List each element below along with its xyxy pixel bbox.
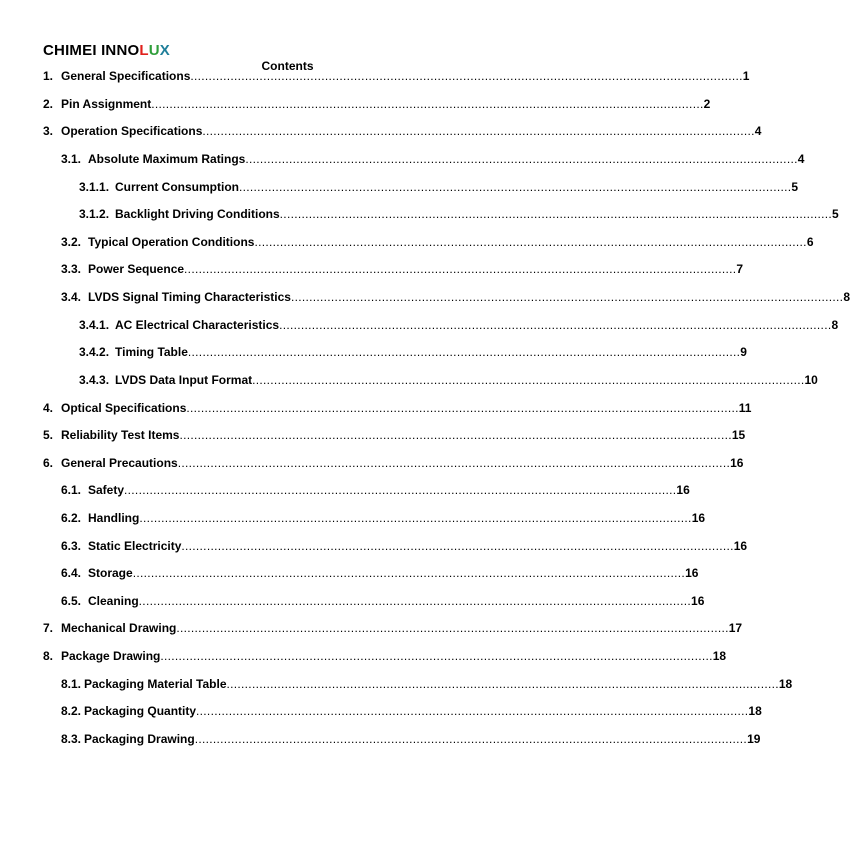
toc-leader-dots: ........................................................................................................................................................: [196, 704, 749, 718]
toc-entry-number: 3.: [43, 124, 54, 138]
toc-entry-page: 16: [676, 483, 690, 497]
toc-entry[interactable]: [43, 426, 746, 442]
toc-entry-label: Packaging Quantity: [84, 704, 197, 718]
toc-entry-page: 16: [691, 511, 706, 525]
toc-entry-number: 3.4.3.: [79, 373, 110, 387]
toc-leader-dots: ........................................................................................................................................................: [186, 401, 739, 415]
toc-entry-page: 16: [733, 539, 748, 553]
toc-entry-label: Storage: [88, 566, 133, 580]
toc-entry-number: 3.4.: [61, 290, 82, 304]
toc-entry-label: AC Electrical Characteristics: [115, 318, 280, 332]
toc-entry[interactable]: [61, 509, 706, 525]
toc-entry-label: Operation Specifications: [61, 124, 203, 138]
toc-entry[interactable]: [61, 233, 814, 249]
toc-leader-dots: ........................................................................................................................................................: [226, 677, 779, 691]
toc-entry-page: 17: [728, 621, 743, 635]
logo-letter-l: L: [139, 42, 149, 59]
toc-entry-number: 6.2.: [61, 511, 82, 525]
toc-entry[interactable]: [61, 675, 793, 691]
toc-entry-page: 4: [754, 124, 762, 138]
toc-entry-number: 3.1.1.: [79, 180, 110, 194]
toc-leader-dots: ........................................................................................................................................................: [139, 511, 692, 525]
toc-entry[interactable]: [61, 592, 705, 608]
toc-entry[interactable]: [61, 537, 748, 553]
toc-entry-label: Absolute Maximum Ratings: [88, 152, 246, 166]
toc-entry-label: Safety: [88, 483, 125, 497]
toc-entry-number: 8.1.: [61, 677, 82, 691]
toc-entry-label: Backlight Driving Conditions: [115, 207, 280, 221]
toc-leader-dots: ........................................................................................................................................................: [179, 428, 732, 442]
toc-entry-page: 18: [712, 649, 727, 663]
toc-entry-number: 4.: [43, 401, 54, 415]
toc-entry-label: Typical Operation Conditions: [88, 235, 255, 249]
toc-entry-number: 3.3.: [61, 262, 82, 276]
toc-entry[interactable]: [79, 343, 747, 359]
toc-entry-page: 4: [797, 152, 805, 166]
toc-entry[interactable]: [43, 647, 727, 663]
toc-entry-number: 1.: [43, 69, 54, 83]
toc-entry-label: Timing Table: [115, 345, 188, 359]
toc-entry-page: 9: [740, 345, 747, 359]
toc-entry-page: 16: [691, 594, 705, 608]
toc-leader-dots: ........................................................................................................................................................: [160, 649, 713, 663]
toc-entry-page: 2: [703, 97, 711, 111]
toc-entry-number: 3.4.1.: [79, 318, 110, 332]
toc-entry-number: 6.4.: [61, 566, 82, 580]
toc-entry-number: 6.: [43, 456, 54, 470]
toc-entry-label: LVDS Data Input Format: [115, 373, 253, 387]
toc-entry[interactable]: [61, 481, 690, 497]
toc-entry[interactable]: [61, 730, 761, 746]
toc-entry-number: 3.1.: [61, 152, 82, 166]
toc-entry-page: 7: [736, 262, 744, 276]
toc-entry-page: 11: [738, 401, 752, 415]
logo-letter-u: U: [148, 42, 160, 59]
toc-entry[interactable]: [43, 399, 752, 415]
toc-entry-page: 18: [748, 704, 762, 718]
toc-entry-label: Power Sequence: [88, 262, 185, 276]
toc-entry-page: 19: [747, 732, 761, 746]
toc-entry-number: 3.4.2.: [79, 345, 110, 359]
toc-entry-page: 5: [832, 207, 839, 221]
toc-entry[interactable]: [43, 122, 762, 138]
toc-entry-label: General Precautions: [61, 456, 178, 470]
toc-entry-page: 6: [806, 235, 814, 249]
toc-leader-dots: ........................................................................................................................................................: [245, 152, 798, 166]
toc-leader-dots: ........................................................................................................................................................: [279, 318, 832, 332]
toc-entry[interactable]: [43, 619, 743, 635]
toc-entry-number: 8.3.: [61, 732, 82, 746]
toc-entry-page: 15: [731, 428, 746, 442]
toc-entry-label: Reliability Test Items: [61, 428, 180, 442]
logo-letter-x: X: [159, 42, 171, 59]
toc-entry[interactable]: [79, 178, 799, 194]
toc-leader-dots: ........................................................................................................................................................: [181, 539, 734, 553]
toc-entry[interactable]: [61, 260, 744, 276]
toc-entry-label: Pin Assignment: [61, 97, 152, 111]
toc-leader-dots: ........................................................................................................................................................: [254, 235, 807, 249]
toc-entry-page: 8: [843, 290, 850, 304]
toc-entry[interactable]: [61, 702, 762, 718]
toc-leader-dots: ........................................................................................................................................................: [151, 97, 704, 111]
toc-leader-dots: ........................................................................................................................................................: [176, 621, 729, 635]
toc-entry-label: Cleaning: [88, 594, 139, 608]
toc-entry-number: 8.: [43, 649, 54, 663]
toc-entry[interactable]: [79, 371, 818, 387]
toc-leader-dots: ........................................................................................................................................................: [187, 345, 741, 359]
toc-entry[interactable]: [43, 95, 711, 111]
toc-entry-page: 1: [742, 69, 750, 83]
toc-leader-dots: ........................................................................................................................................................: [124, 483, 677, 497]
logo-text-main: CHIMEI INNO: [43, 42, 140, 59]
toc-entry-label: Packaging Drawing: [84, 732, 195, 746]
toc-entry-page: 5: [791, 180, 799, 194]
toc-entry-page: 18: [778, 677, 793, 691]
toc-entry-page: 10: [804, 373, 818, 387]
toc-entry-page: 8: [831, 318, 839, 332]
toc-entry-number: 2.: [43, 97, 54, 111]
toc-entry[interactable]: [43, 454, 744, 470]
toc-leader-dots: ........................................................................................................................................................: [194, 732, 748, 746]
toc-entry-label: General Specifications: [61, 69, 191, 83]
toc-entry[interactable]: [61, 288, 850, 304]
toc-entry-number: 8.2.: [61, 704, 82, 718]
toc-leader-dots: ........................................................................................................................................................: [252, 373, 805, 387]
toc-entry[interactable]: [61, 150, 805, 166]
toc-entry-number: 6.5.: [61, 594, 82, 608]
toc-entry-number: 7.: [43, 621, 54, 635]
toc-entry-label: Mechanical Drawing: [61, 621, 177, 635]
toc-entry-label: Package Drawing: [61, 649, 161, 663]
toc-entry-label: Optical Specifications: [61, 401, 187, 415]
toc-leader-dots: ........................................................................................................................................................: [132, 566, 686, 580]
toc-entry-number: 5.: [43, 428, 54, 442]
toc-leader-dots: ........................................................................................................................................................: [184, 262, 737, 276]
page-title: Contents: [261, 59, 314, 73]
toc-leader-dots: ........................................................................................................................................................: [239, 180, 792, 194]
toc-entry-label: Current Consumption: [115, 180, 239, 194]
toc-leader-dots: ........................................................................................................................................................: [190, 69, 743, 83]
toc-entry[interactable]: [79, 316, 839, 332]
toc-entry-number: 3.2.: [61, 235, 82, 249]
toc-leader-dots: ........................................................................................................................................................: [279, 207, 833, 221]
toc-entry[interactable]: [43, 67, 750, 83]
toc-entry[interactable]: [61, 564, 699, 580]
toc-entry-label: Static Electricity: [88, 539, 182, 553]
toc-leader-dots: ........................................................................................................................................................: [177, 456, 731, 470]
toc-entry-label: Packaging Material Table: [84, 677, 227, 691]
toc-entry[interactable]: [79, 205, 839, 221]
toc-entry-number: 6.1.: [61, 483, 82, 497]
toc-leader-dots: ........................................................................................................................................................: [202, 124, 755, 138]
toc-entry-number: 6.3.: [61, 539, 82, 553]
toc-entry-number: 3.1.2.: [79, 207, 110, 221]
toc-entry-page: 16: [685, 566, 699, 580]
toc-leader-dots: ........................................................................................................................................................: [290, 290, 844, 304]
toc-entry-label: Handling: [88, 511, 140, 525]
toc-leader-dots: ........................................................................................................................................................: [138, 594, 692, 608]
toc-entry-page: 16: [730, 456, 744, 470]
toc-entry-label: LVDS Signal Timing Characteristics: [88, 290, 291, 304]
